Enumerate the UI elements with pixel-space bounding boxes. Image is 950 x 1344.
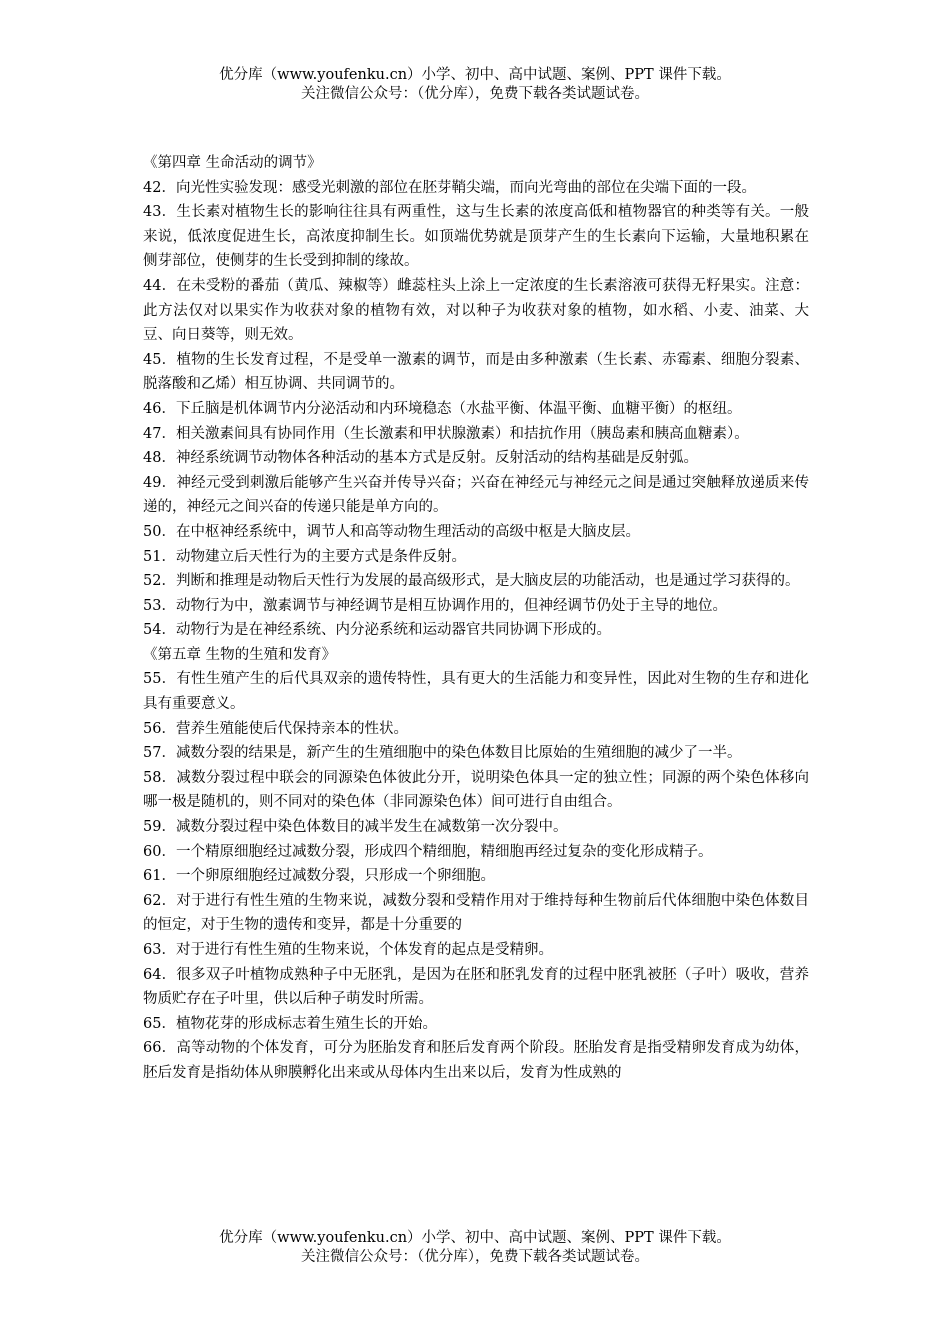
item-51: 51．动物建立后天性行为的主要方式是条件反射。 [143, 548, 466, 565]
item-65: 65．植物花芽的形成标志着生殖生长的开始。 [143, 1015, 437, 1032]
item-43: 43．生长素对植物生长的影响往往具有两重性，这与生长素的浓度高低和植物器官的种类等有关。一般来说，低浓度促进生长，高浓度抑制生长。如顶端优势就是顶芽产生的生长素向下运输，大量地积累在侧芽部位，使侧芽的生长受到抑制的缘故。 [143, 204, 809, 270]
item-50: 50．在中枢神经系统中，调节人和高等动物生理活动的高级中枢是大脑皮层。 [143, 523, 640, 540]
item-58: 58．减数分裂过程中联会的同源染色体彼此分开，说明染色体具一定的独立性；同源的两个染色体移向哪一极是随机的，则不同对的染色体（非同源染色体）间可进行自由组合。 [143, 769, 809, 811]
chapter-5-title: 《第五章 生物的生殖和发育》 [143, 646, 337, 663]
item-62: 62．对于进行有性生殖的生物来说，减数分裂和受精作用对于维持每种生物前后代体细胞中染色体数目的恒定，对于生物的遗传和变异，都是十分重要的 [143, 892, 809, 934]
item-55: 55．有性生殖产生的后代具双亲的遗传特性，具有更大的生活能力和变异性，因此对生物的生存和进化具有重要意义。 [143, 671, 809, 713]
item-52: 52．判断和推理是动物后天性行为发展的最高级形式，是大脑皮层的功能活动，也是通过学习获得的。 [143, 573, 800, 590]
item-59: 59．减数分裂过程中染色体数目的减半发生在减数第一次分裂中。 [143, 819, 568, 836]
item-46: 46．下丘脑是机体调节内分泌活动和内环境稳态（水盐平衡、体温平衡、血糖平衡）的枢纽。 [143, 400, 742, 417]
item-60: 60．一个精原细胞经过减数分裂，形成四个精细胞，精细胞再经过复杂的变化形成精子。 [143, 843, 713, 860]
page-footer [0, 1229, 950, 1267]
item-53: 53．动物行为中，激素调节与神经调节是相互协调作用的，但神经调节仍处于主导的地位。 [143, 597, 727, 614]
item-66: 66．高等动物的个体发育，可分为胚胎发育和胚后发育两个阶段。胚胎发育是指受精卵发育成为幼体，胚后发育是指幼体从卵膜孵化出来或从母体内生出来以后，发育为性成熟的 [143, 1040, 809, 1081]
item-56: 56．营养生殖能使后代保持亲本的性状。 [143, 720, 408, 737]
item-47: 47．相关激素间具有协同作用（生长激素和甲状腺激素）和拮抗作用（胰岛素和胰高血糖素）。 [143, 425, 749, 442]
item-57: 57．减数分裂的结果是，新产生的生殖细胞中的染色体数目比原始的生殖细胞的减少了一半。 [143, 745, 742, 762]
item-49: 49．神经元受到刺激后能够产生兴奋并传导兴奋；兴奋在神经元与神经元之间是通过突触释放递质来传递的，神经元之间兴奋的传递只能是单方向的。 [143, 474, 809, 516]
document-body [143, 151, 809, 1086]
page-header [0, 66, 950, 104]
item-42: 42．向光性实验发现：感受光刺激的部位在胚芽鞘尖端，而向光弯曲的部位在尖端下面的一段。 [143, 179, 756, 196]
item-54: 54．动物行为是在神经系统、内分泌系统和运动器官共同协调下形成的。 [143, 622, 611, 639]
item-63: 63．对于进行有性生殖的生物来说，个体发育的起点是受精卵。 [143, 942, 553, 958]
chapter-4-title: 《第四章 生命活动的调节》 [143, 155, 322, 171]
item-48: 48．神经系统调节动物体各种活动的基本方式是反射。反射活动的结构基础是反射弧。 [143, 450, 698, 467]
item-61: 61．一个卵原细胞经过减数分裂，只形成一个卵细胞。 [143, 868, 495, 885]
item-44: 44．在未受粉的番茄（黄瓜、辣椒等）雌蕊柱头上涂上一定浓度的生长素溶液可获得无籽果实。注意：此方法仅对以果实作为收获对象的植物有效，对以种子为收获对象的植物，如水稻、小麦、油菜、大豆、向日葵等，则无效。 [143, 277, 809, 344]
footer-line-2: 关注微信公众号：（优分库），免费下载各类试题试卷。 [301, 1249, 649, 1265]
header-line-1: 优分库（www.youfenku.cn）小学、初中、高中试题、案例、PPT 课件下载。 [219, 67, 731, 83]
footer-line-1: 优分库（www.youfenku.cn）小学、初中、高中试题、案例、PPT 课件下载。 [219, 1230, 731, 1246]
header-line-2: 关注微信公众号：（优分库），免费下载各类试题试卷。 [301, 86, 649, 102]
item-64: 64．很多双子叶植物成熟种子中无胚乳，是因为在胚和胚乳发育的过程中胚乳被胚（子叶）吸收，营养物质贮存在子叶里，供以后种子萌发时所需。 [143, 966, 809, 1008]
item-45: 45．植物的生长发育过程，不是受单一激素的调节，而是由多种激素（生长素、赤霉素、细胞分裂素、脱落酸和乙烯）相互协调、共同调节的。 [143, 351, 809, 393]
